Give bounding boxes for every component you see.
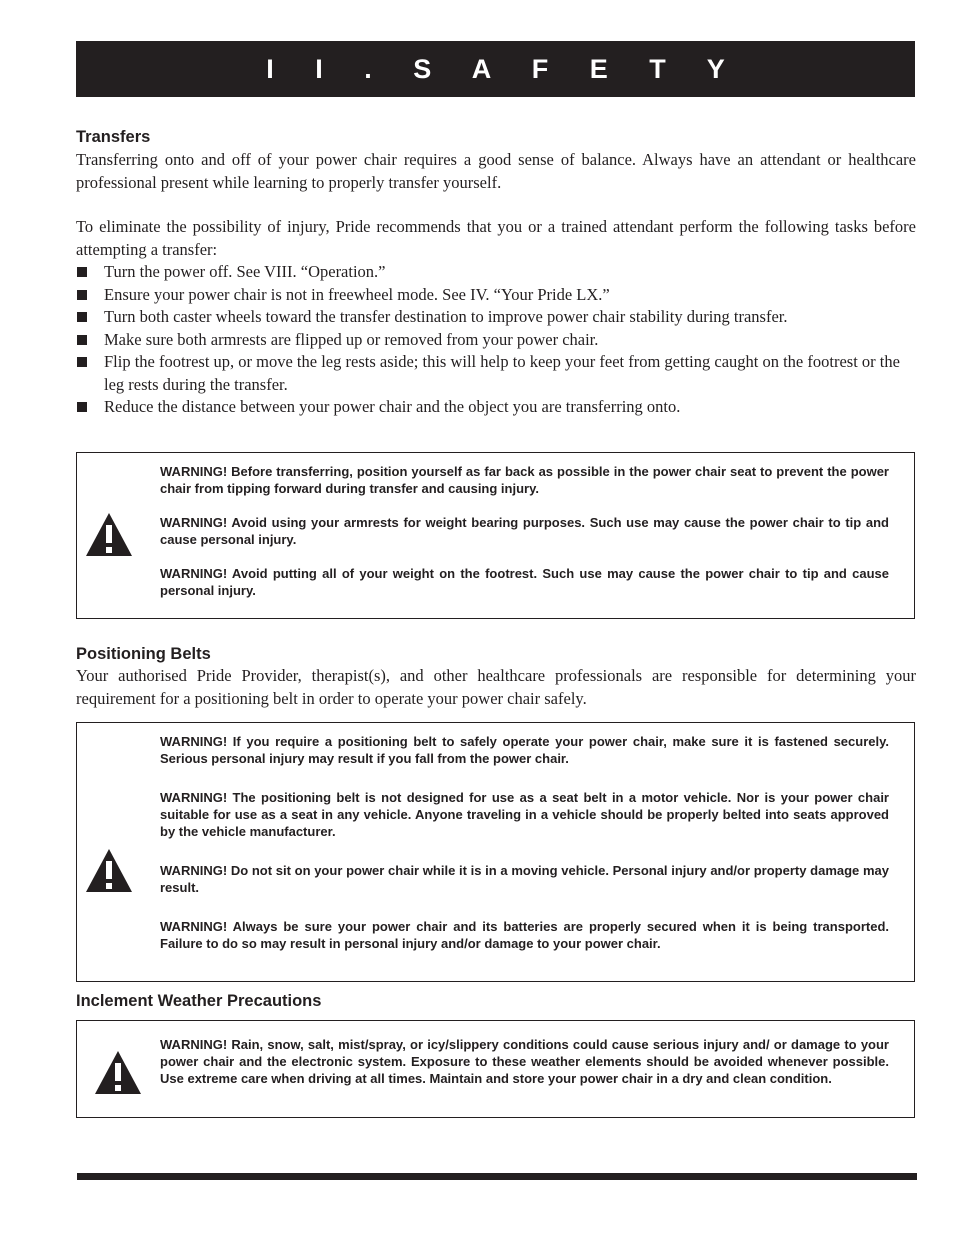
list-item-text: Make sure both armrests are flipped up or removed from your power chair. — [104, 329, 599, 349]
transfer-warning-box — [76, 452, 915, 619]
list-item — [76, 329, 916, 352]
list-item-text: Reduce the distance between your power chair and the object you are transferring onto. — [104, 397, 681, 416]
warning-text-group — [160, 463, 889, 599]
square-bullet-icon — [77, 312, 87, 322]
transfers-paragraph-2: To eliminate the possibility of injury, Pride recommends that you or a trained attendant perform the following tasks before attempting a transfer: — [76, 217, 916, 259]
warning-message: WARNING! Before transferring, position yourself as far back as possible in the power chair seat to prevent the power chair from tipping forward during transfer and causing injury. — [160, 464, 889, 496]
warning-message: WARNING! Avoid using your armrests for weight bearing purposes. Such use may cause the power chair to tip and cause personal injury. — [160, 515, 889, 547]
list-item — [76, 351, 916, 396]
list-item — [76, 396, 916, 419]
list-item — [76, 306, 916, 329]
section-title: I I . S A F E T Y — [266, 53, 742, 84]
square-bullet-icon — [77, 357, 87, 367]
weather-warning-box — [76, 1020, 915, 1118]
list-item — [76, 261, 916, 284]
footer-rule — [77, 1173, 917, 1180]
warning-text-group — [160, 1036, 889, 1087]
square-bullet-icon — [77, 267, 87, 277]
warning-message: WARNING! Do not sit on your power chair while it is in a moving vehicle. Personal injury and/or property damage may result. — [160, 863, 889, 895]
square-bullet-icon — [77, 335, 87, 345]
warning-triangle-icon — [85, 848, 133, 893]
square-bullet-icon — [77, 290, 87, 300]
positioning-belts-paragraph: Your authorised Pride Provider, therapist(s), and other healthcare professionals are responsible for determining your requirement for a positioning belt in order to operate your power chair safely. — [76, 666, 916, 708]
section-banner — [76, 41, 915, 97]
list-item-text: Turn the power off. See VIII. “Operation.” — [104, 262, 386, 281]
square-bullet-icon — [77, 402, 87, 412]
warning-triangle-icon — [85, 512, 133, 557]
warning-message: WARNING! Avoid putting all of your weight on the footrest. Such use may cause the power chair to tip and cause personal injury. — [160, 566, 889, 598]
list-item-text: Ensure your power chair is not in freewheel mode. See IV. “Your Pride LX.” — [104, 284, 610, 304]
warning-message: WARNING! Always be sure your power chair and its batteries are properly secured when it is being transported. Failure to do so may result in personal injury and/or damage to your power chair. — [160, 919, 889, 951]
inclement-weather-heading: Inclement Weather Precautions — [76, 992, 322, 1010]
transfer-task-list — [76, 261, 916, 419]
warning-text-group — [160, 733, 889, 952]
positioning-belts-heading: Positioning Belts — [76, 645, 211, 663]
list-item-text: Flip the footrest up, or move the leg rests aside; this will help to keep your feet from getting caught on the footrest or the leg rests during the transfer. — [104, 352, 900, 394]
positioning-belt-warning-box — [76, 722, 915, 982]
list-item — [76, 284, 916, 307]
warning-triangle-icon — [94, 1050, 142, 1095]
transfers-paragraph-1: Transferring onto and off of your power chair requires a good sense of balance. Always have an attendant or healthcare professional present while learning to properly transfer yourself. — [76, 150, 916, 192]
warning-message: WARNING! The positioning belt is not designed for use as a seat belt in a motor vehicle. Nor is your power chair suitable for use as a seat in any vehicle. Anyone traveling in a vehicle should be properly belted into seats approved by the vehicle manufacturer. — [160, 790, 889, 839]
warning-message: WARNING! If you require a positioning belt to safely operate your power chair, make sure it is fastened securely. Serious personal injury may result if you fall from the power chair. — [160, 734, 889, 766]
list-item-text: Turn both caster wheels toward the transfer destination to improve power chair stability during transfer. — [104, 307, 788, 326]
warning-message: WARNING! Rain, snow, salt, mist/spray, or icy/slippery conditions could cause serious injury and/ or damage to your power chair and the electronic system. Exposure to these weather elements should be avoided whenever possible. Use extreme care when driving at all times. Maintain and store your power chair in a dry and clean condition. — [160, 1037, 889, 1086]
transfers-heading: Transfers — [76, 128, 151, 146]
